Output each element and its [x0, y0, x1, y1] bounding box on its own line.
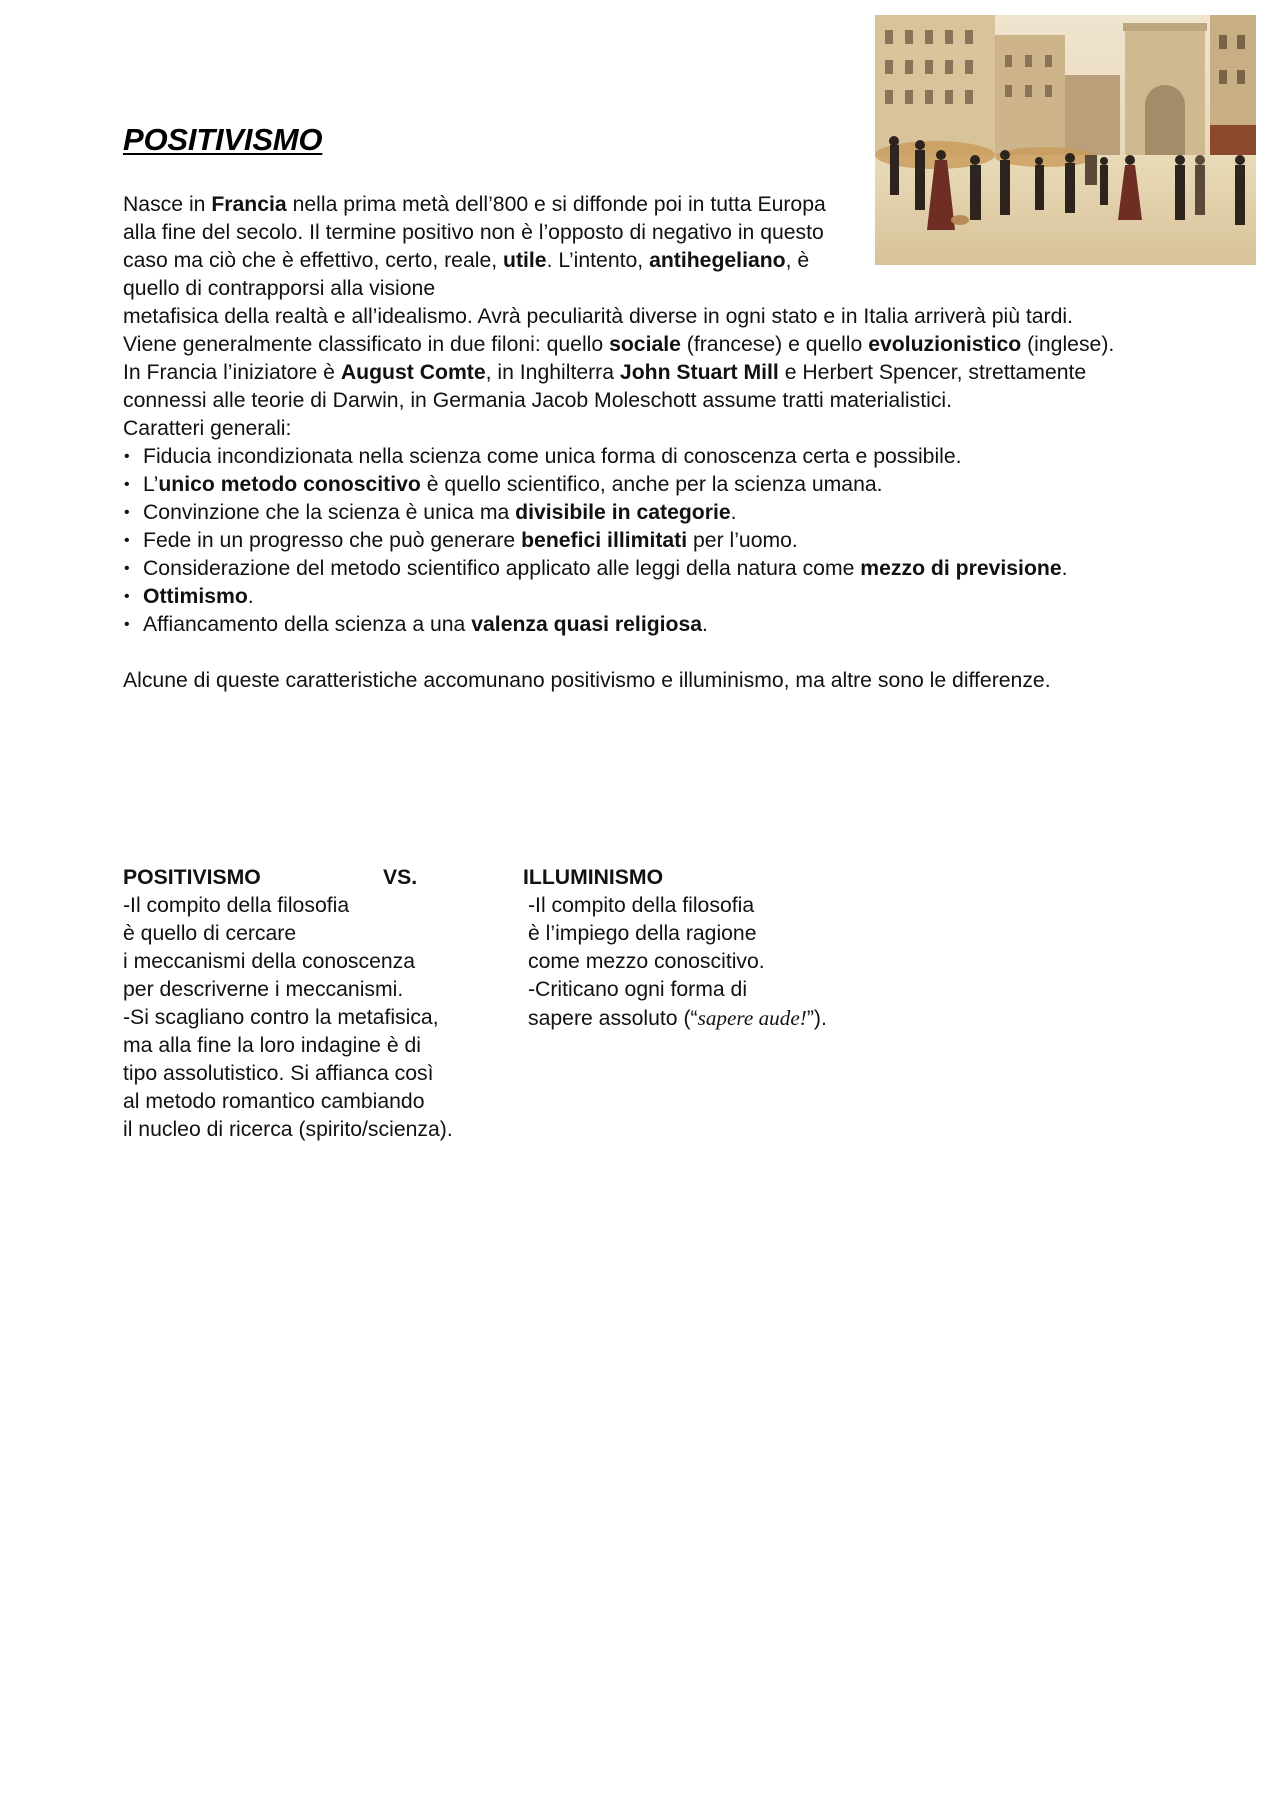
column-line: sapere assoluto (“sapere aude!”).: [528, 1006, 827, 1030]
column-line: tipo assolutistico. Si affianca così: [123, 1062, 434, 1085]
positivismo-header: POSITIVISMO: [123, 866, 261, 889]
closing-paragraph: Alcune di queste caratteristiche accomunano positivismo e illuminismo, ma altre sono le differenze.: [123, 669, 1051, 692]
column-line: per descriverne i meccanismi.: [123, 978, 404, 1001]
founders-paragraph: In Francia l’iniziatore è August Comte, in Inghilterra John Stuart Mill e Herbert Spencer, strettamente connessi alle teorie di Darwin, in Germania Jacob Moleschott assume tratti materialistici.: [123, 361, 1087, 412]
list-item: • Affiancamento della scienza a una valenza quasi religiosa.: [123, 611, 1173, 639]
positivismo-column: [123, 892, 453, 1144]
illuminismo-header: ILLUMINISMO: [523, 866, 664, 889]
column-line: -Il compito della filosofia: [123, 894, 350, 917]
comparison-section: [123, 864, 1123, 1141]
characteristics-list: [123, 443, 1173, 639]
list-item: • Convinzione che la scienza è unica ma divisibile in categorie.: [123, 499, 1173, 527]
column-line: i meccanismi della conoscenza: [123, 950, 416, 973]
page-title: POSITIVISMO: [123, 122, 323, 157]
list-item: • Considerazione del metodo scientifico applicato alle leggi della natura come mezzo di previsione.: [123, 555, 1073, 583]
general-characteristics-label: Caratteri generali:: [123, 417, 292, 440]
list-item: • L’unico metodo conoscitivo è quello scientifico, anche per la scienza umana.: [123, 471, 1173, 499]
list-item: • Ottimismo.: [123, 583, 1173, 611]
column-line: al metodo romantico cambiando: [123, 1090, 425, 1113]
branches-paragraph: Viene generalmente classificato in due filoni: quello sociale (francese) e quello evoluzionistico (inglese).: [123, 333, 1115, 356]
list-item: • Fede in un progresso che può generare benefici illimitati per l’uomo.: [123, 527, 1173, 555]
column-line: il nucleo di ricerca (spirito/scienza).: [123, 1118, 453, 1141]
intro-continuation: metafisica della realtà e all’idealismo. Avrà peculiarità diverse in ogni stato e in Italia arriverà più tardi.: [123, 305, 1073, 328]
column-line: è quello di cercare: [123, 922, 297, 945]
vs-label: VS.: [383, 866, 418, 889]
column-line: -Il compito della filosofia: [528, 894, 755, 917]
column-line: è l’impiego della ragione: [528, 922, 757, 945]
main-text: [123, 191, 1173, 695]
column-line: -Si scagliano contro la metafisica,: [123, 1006, 439, 1029]
intro-paragraph: Nasce in Francia nella prima metà dell’800 e si diffonde poi in tutta Europa alla fine del secolo. Il termine positivo non è l’opposto di negativo in questo caso ma ciò che è effettivo, certo, reale, utile. L’intento, antihegeliano, è quello di contrapporsi alla visione: [123, 193, 826, 300]
comparison-header: [123, 864, 1123, 892]
column-line: come mezzo conoscitivo.: [528, 950, 765, 973]
illuminismo-column: [528, 892, 827, 1033]
list-item: • Fiducia incondizionata nella scienza come unica forma di conoscenza certa e possibile.: [123, 443, 1173, 471]
column-line: -Criticano ogni forma di: [528, 978, 748, 1001]
column-line: ma alla fine la loro indagine è di: [123, 1034, 421, 1057]
